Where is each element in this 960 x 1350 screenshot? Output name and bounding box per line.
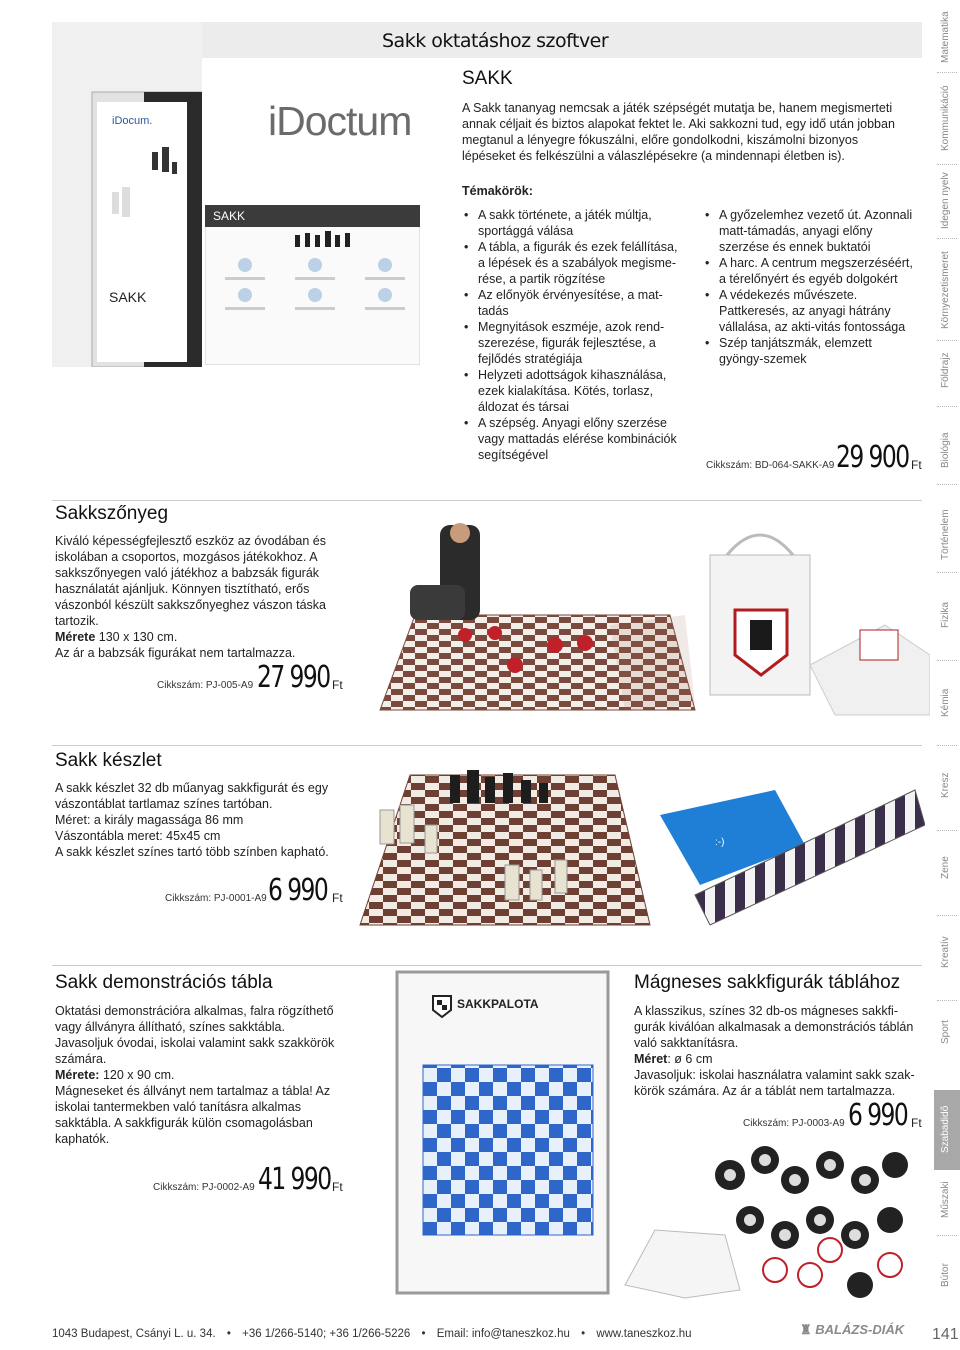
tab-kresz[interactable]: Kresz <box>940 772 951 798</box>
demo-size-label: Mérete: <box>55 1068 100 1082</box>
topic-item: • A sakk története, a játék múltja, sportággá válása <box>462 207 687 239</box>
tab-divider <box>937 484 957 485</box>
footer-web[interactable]: www.taneszkoz.hu <box>596 1328 692 1340</box>
software-price: 29 900 <box>836 440 909 475</box>
carpet-desc <box>55 533 345 661</box>
set-line: A sakk készlet színes tartó több színben kapható. <box>55 845 329 859</box>
footer-phone: +36 1/266-5140; +36 1/266-5226 <box>242 1328 411 1340</box>
tab-tortenelem[interactable]: Történelem <box>940 509 951 561</box>
demo-desc1: Oktatási demonstrációra alkalmas, falra rögzíthető vagy állványra állítható, színes sakktábla. Javasoljuk óvodai, iskolai valamint sakk szakkörök számára. <box>55 1004 335 1066</box>
topics-label: Témakörök: <box>462 184 533 198</box>
tab-divider <box>937 238 957 239</box>
magnet-size-value: : ø 6 cm <box>667 1052 713 1066</box>
tab-foldrajz[interactable]: Földrajz <box>940 352 951 388</box>
screenshot-title: SAKK <box>213 209 246 223</box>
tab-biologia[interactable]: Biológia <box>940 432 951 468</box>
magnet-currency: Ft <box>911 1116 922 1130</box>
topics-list-right <box>703 207 918 367</box>
software-sku: Cikkszám: BD-064-SAKK-A9 <box>706 460 835 471</box>
magnet-desc1: A klasszikus, színes 32 db-os mágneses sakkfi-gurák kiválóan alkalmasak a demonstrációs táblán való sakktanításra. <box>634 1004 914 1050</box>
tab-fizika[interactable]: Fizika <box>940 601 951 629</box>
tab-divider <box>937 915 957 916</box>
set-line: Méret: a király magassága 86 mm <box>55 813 244 827</box>
svg-text:iDocum.: iDocum. <box>112 115 153 127</box>
tab-divider <box>937 1000 957 1001</box>
tab-kornyezetismeret[interactable]: Környezetismeret <box>940 251 951 329</box>
magnet-title: Mágneses sakkfigurák táblához <box>634 972 901 993</box>
board-brand: SAKKPALOTA <box>457 997 539 1011</box>
carpet-size-value: 130 x 130 cm. <box>95 630 178 644</box>
set-price: 6 990 <box>268 873 328 908</box>
tab-divider <box>937 164 957 165</box>
topic-item: • Szép tanjátszmák, elemzett gyöngy-szemek <box>703 335 918 367</box>
demo-price: 41 990 <box>258 1162 331 1197</box>
set-title: Sakk készlet <box>55 750 162 771</box>
logo-text: BALÁZS-DIÁK <box>815 1322 905 1337</box>
page-title: Sakk oktatáshoz szoftver <box>382 30 609 52</box>
balazs-diak-logo <box>800 1322 904 1338</box>
software-heading: SAKK <box>462 68 513 89</box>
tab-divider <box>937 572 957 573</box>
chess-set-image <box>355 755 925 930</box>
tab-matematika[interactable]: Matematika <box>940 11 951 63</box>
set-sku: Cikkszám: PJ-0001-A9 <box>165 893 267 904</box>
carpet-desc-text: Kiváló képességfejlesztő eszköz az óvodában és iskolában a csoportos, mozgásos játékokhoz. A sakkszőnyegen való játékhoz a babzsák figurák használatát ajánljuk. Könnyen tisztítható, erős vászonból készült sakkszőnyeghez vászon táska tartozik. <box>55 534 326 628</box>
topics-list-left <box>462 207 687 463</box>
tab-divider <box>937 406 957 407</box>
svg-text:SAKK: SAKK <box>109 289 147 305</box>
carpet-size-label: Mérete <box>55 630 96 644</box>
tab-sport[interactable]: Sport <box>940 1020 951 1044</box>
demo-desc <box>55 1003 345 1147</box>
magnet-size-label: Méret <box>634 1052 668 1066</box>
chess-carpet-image <box>355 515 930 725</box>
footer-address: 1043 Budapest, Csányi L. u. 34. <box>52 1328 216 1340</box>
tab-kemia[interactable]: Kémia <box>940 688 951 718</box>
software-intro: A Sakk tananyag nemcsak a játék szépségét mutatja be, hanem megismerteti annak céljait és biztos alapokat fektet le. Aki sakkozni tud, egy idő után jobban megtanul a lényegre fókuszálni, előre gondolkodni, kiszámolni bizonyos lépéseket és felkészülni a válaszlépésekre (a mindennapi életben is). <box>462 101 895 163</box>
category-sidebar <box>934 0 960 1310</box>
demo-sku: Cikkszám: PJ-0002-A9 <box>153 1182 255 1193</box>
section-divider <box>52 745 922 746</box>
demo-board-image <box>395 970 610 1295</box>
topic-item: • Megnyitások eszméje, azok rend-szerezése, figurák fejlesztése, a fejlődés stratégiája <box>462 319 687 367</box>
topic-item: • A szépség. Anyagi előny szerzése vagy mattadás elérése kombinációk segítségével <box>462 415 687 463</box>
footer-email[interactable]: Email: info@taneszkoz.hu <box>436 1328 570 1340</box>
carpet-currency: Ft <box>332 678 343 692</box>
section-divider <box>52 965 922 966</box>
set-desc <box>55 780 345 860</box>
footer-sep: • <box>226 1328 231 1340</box>
idoctum-logo: iDoctum <box>268 98 412 144</box>
tab-divider <box>937 1235 957 1236</box>
demo-desc2: Mágneseket és állványt nem tartalmaz a tábla! Az iskolai tantermekben való tanításra alkalmas sakktábla. A sakkfigurák külön csomagolásban kaphatók. <box>55 1084 331 1146</box>
software-box-image <box>52 22 202 367</box>
carpet-price: 27 990 <box>257 660 330 695</box>
tab-divider <box>937 72 957 73</box>
topic-item: • A győzelemhez vezető út. Azonnali matt-támadás, anyagi előny szerzése és ennek buktatói <box>703 207 918 255</box>
tab-szabadido[interactable]: Szabadidő <box>940 1105 951 1153</box>
carpet-sku: Cikkszám: PJ-005-A9 <box>157 680 254 691</box>
demo-size-value: 120 x 90 cm. <box>99 1068 175 1082</box>
page-number: 141 <box>932 1326 959 1343</box>
software-currency: Ft <box>911 458 922 472</box>
tab-idegen-nyelv[interactable]: Idegen nyelv <box>940 172 951 230</box>
tab-divider <box>937 340 957 341</box>
magnet-desc <box>634 1003 919 1099</box>
footer <box>52 1328 692 1340</box>
topic-item: • A védekezés művészete. Pattkeresés, az anyagi hátrány vállalása, az akti-vitás fontossága <box>703 287 918 335</box>
magnet-pieces-image <box>615 1140 920 1300</box>
carpet-note: Az ár a babzsák figurákat nem tartalmazza. <box>55 646 296 660</box>
software-screenshot <box>205 205 420 365</box>
magnet-desc2: Javasoljuk: iskolai használatra valamint sakk szak-körök számára. Az ár a táblát nem tartalmazza. <box>634 1068 915 1098</box>
demo-currency: Ft <box>332 1180 343 1194</box>
tab-kreativ[interactable]: Kreatív <box>940 936 951 969</box>
topic-item: • Az előnyök érvényesítése, a mat-tadás <box>462 287 687 319</box>
tab-zene[interactable]: Zene <box>940 856 951 880</box>
set-line: A sakk készlet 32 db műanyag sakkfigurát és egy vászontáblat tartlamaz színes tartóban. <box>55 781 329 811</box>
tab-divider <box>937 745 957 746</box>
footer-sep: • <box>581 1328 586 1340</box>
topic-item: • A harc. A centrum megszerzéséért, a térelőnyért és egyéb dolgokért <box>703 255 918 287</box>
set-line: Vászontábla meret: 45x45 cm <box>55 829 221 843</box>
tab-kommunikacio[interactable]: Kommunikáció <box>940 85 951 151</box>
magnet-sku: Cikkszám: PJ-0003-A9 <box>743 1118 845 1129</box>
magnet-price: 6 990 <box>848 1098 908 1133</box>
tab-butor[interactable]: Bútor <box>940 1263 951 1287</box>
carpet-title: Sakkszőnyeg <box>55 503 169 524</box>
topic-item: • A tábla, a figurák és ezek felállítása, a lépések és a szabályok megisme-rése, a partik rögzítése <box>462 239 687 287</box>
tab-divider <box>937 830 957 831</box>
tab-muszaki[interactable]: Műszaki <box>940 1181 951 1219</box>
svg-text::-): :-) <box>715 837 725 848</box>
topic-item: • Helyzeti adottságok kihasználása, ezek kialakítása. Kötés, torlasz, áldozat és társai <box>462 367 687 415</box>
logo-icon: ♜ <box>800 1322 812 1337</box>
section-divider <box>52 500 922 501</box>
demo-title: Sakk demonstrációs tábla <box>55 972 273 993</box>
tab-divider <box>937 660 957 661</box>
footer-sep: • <box>421 1328 426 1340</box>
set-currency: Ft <box>332 891 343 905</box>
